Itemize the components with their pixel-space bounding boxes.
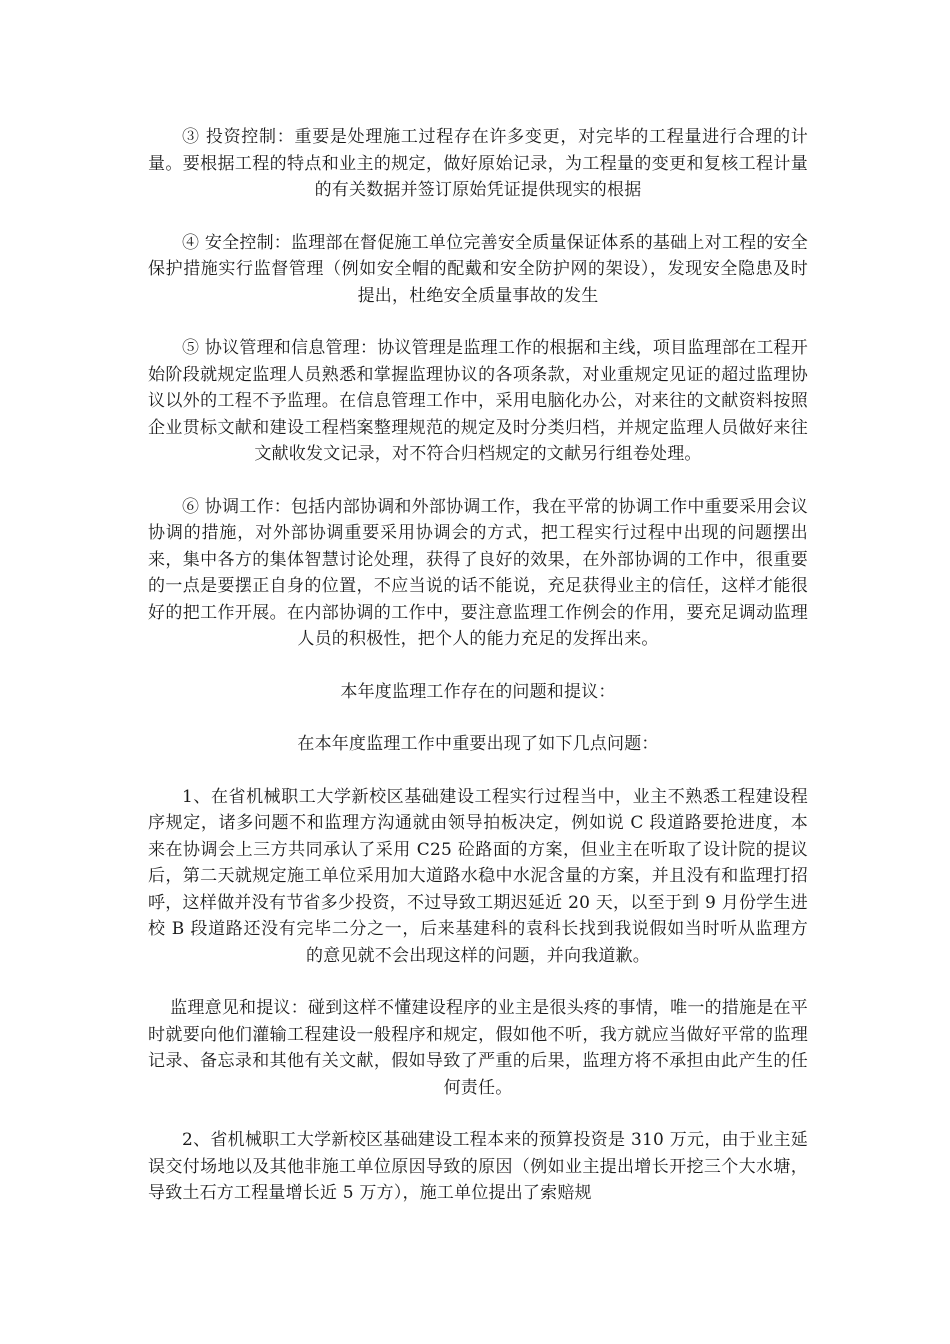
paragraph-safety-control: ④ 安全控制：监理部在督促施工单位完善安全质量保证体系的基础上对工程的安全保护措施实行监督管理（例如安全帽的配戴和安全防护网的架设），发现安全隐患及时提出，杜绝安全质量事故的发生 xyxy=(148,232,808,306)
paragraph-investment-control: ③ 投资控制：重要是处理施工过程存在许多变更，对完毕的工程量进行合理的计量。要根据工程的特点和业主的规定，做好原始记录，为工程量的变更和复核工程计量的有关数据并签订原始凭证提供现实的根据 xyxy=(148,127,808,200)
paragraph-problem-2: 2、省机械职工大学新校区基础建设工程本来的预算投资是 310 万元，由于业主延误交付场地以及其他非施工单位原因导致的原因（例如业主提出增长开挖三个大水塘，导致土石方工程量增长近 5 万方），施工单位提出了索赔规 xyxy=(148,1130,808,1203)
section-heading-problems: 本年度监理工作存在的问题和提议： xyxy=(340,681,616,702)
paragraph-coordination-work: ⑥ 协调工作：包括内部协调和外部协调工作，我在平常的协调工作中重要采用会议协调的措施，对外部协调重要采用协调会的方式，把工程实行过程中出现的问题摆出来，集中各方的集体智慧讨论处理，获得了良好的效果，在外部协调的工作中，很重要的一点是要摆正自身的位置，不应当说的话不能说，充足获得业主的信任，这样才能很好的把工作开展。在内部协调的工作中，要注意监理工作例会的作用，要充足调动监理人员的积极性，把个人的能力充足的发挥出来。 xyxy=(148,496,808,649)
document-page xyxy=(148,124,808,1207)
paragraph-contract-info-management: ⑤ 协议管理和信息管理：协议管理是监理工作的根据和主线，项目监理部在工程开始阶段就规定监理人员熟悉和掌握监理协议的各项条款，对业重规定见证的超过监理协议以外的工程不予监理。在信息管理工作中，采用电脑化办公，对来往的文献资料按照企业贯标文献和建设工程档案整理规范的规定及时分类归档，并规定监理人员做好来往文献收发文记录，对不符合归档规定的文献另行组卷处理。 xyxy=(148,338,808,464)
paragraph-problem-1: 1、在省机械职工大学新校区基础建设工程实行过程当中，业主不熟悉工程建设程序规定，诸多问题不和监理方沟通就由领导拍板决定，例如说 C 段道路要抢进度，本来在协调会上三方共同承认了采用 C25 砼路面的方案，但业主在听取了设计院的提议后，第二天就规定施工单位采用加大道路水稳中水泥含量的方案，并且没有和监理打招呼，这样做并没有节省多少投资，不过导致工期迟延近 20 天，以至于到 9 月份学生进校 B 段道路还没有完毕二分之一，后来基建科的袁科长找到我说假如当时听从监理方的意见就不会出现这样的问题，并向我道歉。 xyxy=(148,786,808,966)
section-subheading-problems: 在本年度监理工作中重要出现了如下几点问题： xyxy=(297,734,659,754)
paragraph-supervision-opinion: 监理意见和提议：碰到这样不懂建设程序的业主是很头疼的事情，唯一的措施是在平时就要向他们灌输工程建设一般程序和规定，假如他不听，我方就应当做好平常的监理记录、备忘录和其他有关文献，假如导致了严重的后果，监理方将不承担由此产生的任何责任。 xyxy=(148,998,808,1098)
